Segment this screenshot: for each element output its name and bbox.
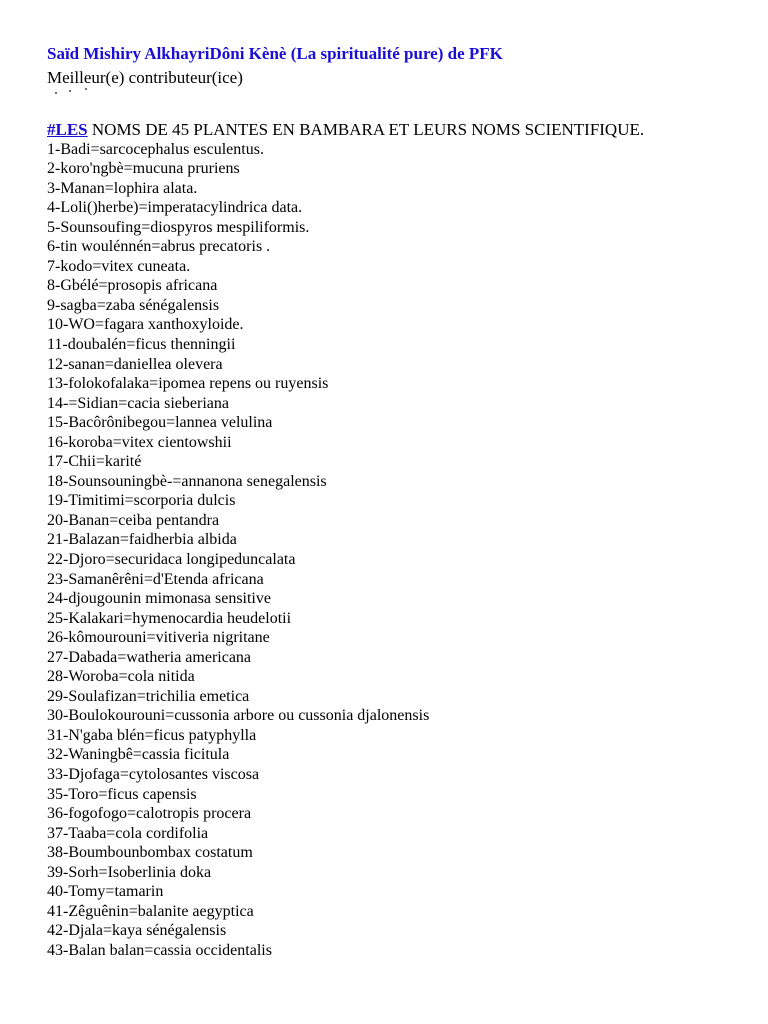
list-item: 9-sagba=zaba sénégalensis <box>47 296 220 314</box>
list-item: 7-kodo=vitex cuneata. <box>47 257 191 275</box>
list-item: 40-Tomy=tamarin <box>47 883 164 901</box>
list-item: 25-Kalakari=hymenocardia heudelotii <box>47 609 292 627</box>
hashtag-link[interactable]: #LES <box>47 120 88 139</box>
reaction-dots <box>55 88 95 96</box>
list-item: 29-Soulafizan=trichilia emetica <box>47 687 250 705</box>
list-item: 6-tin woulénnén=abrus precatoris . <box>47 238 271 256</box>
list-item: 22-Djoro=securidaca longipeduncalata <box>47 550 296 568</box>
list-item: 10-WO=fagara xanthoxyloide. <box>47 316 244 334</box>
list-item: 35-Toro=ficus capensis <box>47 785 197 803</box>
list-item: 38-Boumbounbombax costatum <box>47 844 253 862</box>
list-item: 37-Taaba=cola cordifolia <box>47 824 209 842</box>
list-item: 32-Waningbê=cassia ficitula <box>47 746 230 764</box>
post-heading <box>47 120 644 140</box>
list-item: 33-Djofaga=cytolosantes viscosa <box>47 766 260 783</box>
list-item: 43-Balan balan=cassia occidentalis <box>47 941 272 959</box>
list-item: 8-Gbélé=prosopis africana <box>47 277 218 295</box>
list-item: 30-Boulokourouni=cussonia arbore ou cussonia djalonensis <box>47 707 430 725</box>
list-item: 15-Bacôrônibegou=lannea velulina <box>47 414 273 432</box>
list-item: 5-Sounsoufing=diospyros mespiliformis. <box>47 218 310 236</box>
list-item: 4-Loli()herbe)=imperatacylindrica data. <box>47 199 303 217</box>
list-item: 1-Badi=sarcocephalus esculentus. <box>47 140 264 158</box>
list-item: 23-Samanêrêni=d'Etenda africana <box>47 570 264 588</box>
list-item: 3-Manan=lophira alata. <box>47 179 198 197</box>
list-item: 24-djougounin mimonasa sensitive <box>47 590 271 608</box>
list-item: 18-Sounsouningbè-=annanona senegalensis <box>47 472 327 490</box>
plant-list <box>47 140 429 961</box>
list-item: 31-N'gaba blén=ficus patyphylla <box>47 726 257 744</box>
list-item: 2-koro'ngbè=mucuna pruriens <box>47 160 240 178</box>
list-item: 13-folokofalaka=ipomea repens ou ruyensis <box>47 375 329 393</box>
list-item: 21-Balazan=faidherbia albida <box>47 531 237 549</box>
list-item: 19-Timitimi=scorporia dulcis <box>47 492 236 510</box>
list-item: 26-kômourouni=vitiveria nigritane <box>47 629 270 647</box>
list-item: 39-Sorh=Isoberlinia doka <box>47 863 212 881</box>
author-role-badge: Meilleur(e) contributeur(ice) <box>47 68 243 87</box>
author-link[interactable]: Saïd Mishiry AlkhayriDôni Kènè (La spiritualité pure) de PFK <box>47 44 503 63</box>
list-item: 36-fogofogo=calotropis procera <box>47 805 252 823</box>
list-item: 16-koroba=vitex cientowshii <box>47 433 232 451</box>
list-item: 41-Zêguênin=balanite aegyptica <box>47 902 254 920</box>
list-item: 42-Djala=kaya sénégalensis <box>47 922 227 940</box>
heading-text: NOMS DE 45 PLANTES EN BAMBARA ET LEURS NOMS SCIENTIFIQUE. <box>87 120 645 139</box>
list-item: 17-Chii=karité <box>47 453 142 471</box>
list-item: 12-sanan=daniellea olevera <box>47 355 223 373</box>
list-item: 27-Dabada=watheria americana <box>47 648 252 666</box>
list-item: 11-doubalén=ficus thenningii <box>47 335 236 353</box>
list-item: 20-Banan=ceiba pentandra <box>47 511 220 529</box>
list-item: 14-=Sidian=cacia sieberiana <box>47 394 229 412</box>
list-item: 28-Woroba=cola nitida <box>47 668 195 686</box>
